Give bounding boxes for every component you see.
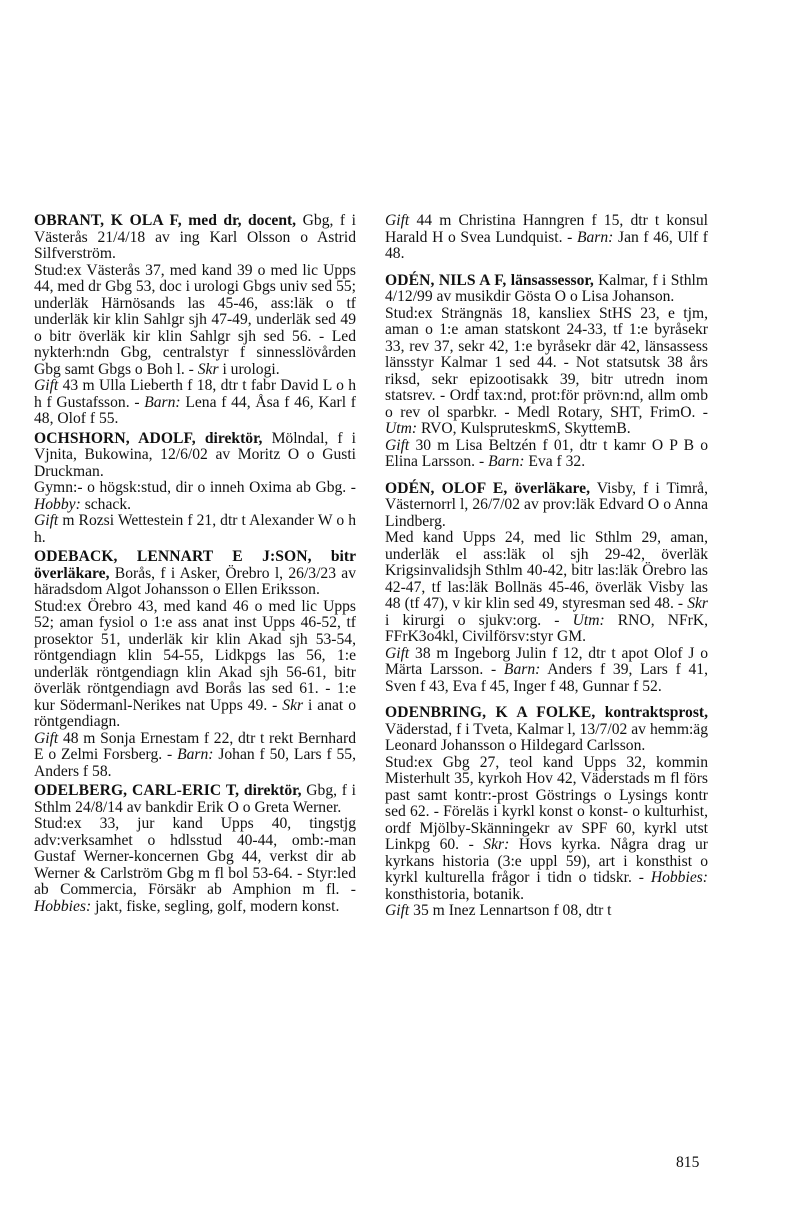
entry-barn: Anders f 39, Lars f 41, Sven f 43, Eva f 45, Inger f 48, Gunnar f 52.	[385, 661, 709, 695]
entry-skr: i urologi.	[222, 360, 280, 378]
entry-ochshorn	[34, 431, 356, 547]
entry-odeback	[34, 549, 356, 780]
entry-barn: Jan f 46, Ulf f 48.	[385, 228, 708, 262]
entry-title: länsassessor,	[510, 271, 594, 289]
barn-label: Barn:	[503, 661, 541, 678]
entry-gift: 35 m Inez Lennartson f 08, dtr t	[413, 902, 612, 919]
entry-name: ODELBERG, CARL-ERIC T,	[34, 782, 240, 799]
entry-skr: i anat o röntgendiagn.	[34, 696, 356, 730]
entry-title: överläkare,	[514, 479, 590, 497]
entry-barn: Lena f 44, Åsa f 46, Karl f 48, Olof f 55.	[34, 393, 356, 427]
entry-utm: RVO, KulspruteskmS, SkyttemB.	[420, 420, 631, 437]
entry-odenbring	[385, 705, 708, 920]
entry-oden-olof	[385, 481, 708, 696]
skr-label: Skr	[687, 595, 708, 612]
skr-label: Skr	[197, 360, 219, 378]
entry-gift: 30 m Lisa Beltzén f 01, dtr t kamr O P B o Elina Larsson. -	[385, 436, 708, 470]
barn-label: Barn:	[144, 393, 181, 411]
entry-oden-nils	[385, 273, 708, 471]
gift-label: Gift	[34, 512, 59, 529]
gift-label: Gift	[385, 436, 410, 454]
entry-skr: Hovs kyrka. Några drag ur kyrkans historia (3:e uppl 59), art i konsthist o kyrkl kulturella frågor i tidn o tidskr. -	[385, 836, 709, 886]
entry-obrant	[34, 213, 356, 428]
gift-label: Gift	[385, 902, 410, 919]
page-number: 815	[676, 1154, 700, 1171]
skr-label: Skr	[282, 696, 304, 714]
entry-odelberg	[34, 783, 356, 915]
entry-odelberg-continued	[385, 213, 708, 263]
entry-career: Stud:ex Gbg 27, teol kand Upps 32, kommin Misterhult 35, kyrkoh Hov 42, Väderstads m fl förs past samt kontr:-prost Göstrings o Lysings kontr sed 62. - Föreläs i kyrkl konst o konst- o kulturhist, ordf Mjölby-Skänningekr av SPF 60, kyrkl utst Linkpg 60. -	[385, 753, 708, 853]
barn-label: Barn:	[177, 746, 214, 763]
entry-hobby: jakt, fiske, segling, golf, modern konst.	[95, 897, 340, 915]
entry-career: Med kand Upps 24, med lic Sthlm 29, aman, underläk el ass:läk ol sjh 29-42, överläk Krigsinvalidsjh Sthlm 40-42, bitr las:läk Örebro las 42-47, tf las:läk Bollnäs 45-46, överläk Visby las 48 (tf 47), v kir klin sed 49, styresman sed 48. -	[385, 529, 708, 612]
hobby-label: Hobbies:	[34, 897, 92, 915]
entry-gift: m Rozsi Wettestein f 21, dtr t Alexander W o h h.	[34, 512, 356, 546]
entry-header: Gbg, f i Sthlm 24/8/14 av bankdir Erik O o Greta Werner.	[34, 782, 356, 816]
entry-barn: Johan f 50, Lars f 55, Anders f 58.	[34, 746, 357, 780]
entry-barn: Eva f 32.	[528, 453, 586, 470]
entry-header: Gbg, f i Västerås 21/4/18 av ing Karl Olsson o Astrid Silfverström.	[34, 212, 356, 262]
entry-gift: 38 m Ingeborg Julin f 12, dtr t apot Olof J o Märta Larsson. -	[385, 644, 708, 678]
entry-skr: i kirurgi o sjukv:org. -	[385, 611, 560, 629]
entry-name: ODEBACK, LENNART E J:SON,	[34, 548, 312, 565]
entry-utm: RNO, NFrK, FFrK3o4kl, Civilförsv:styr GM.	[385, 611, 709, 645]
entry-header: Väderstad, f i Tveta, Kalmar l, 13/7/02 av hemm:äg Leonard Johansson o Hildegard Carlsson.	[385, 720, 708, 754]
entry-career: Gymn:- o högsk:stud, dir o inneh Oxima ab Gbg. -	[34, 479, 356, 496]
utm-label: Utm:	[385, 420, 418, 437]
barn-label: Barn:	[576, 228, 614, 246]
gift-label: Gift	[34, 377, 59, 394]
hobby-label: Hobby:	[34, 495, 81, 513]
hobby-label: Hobbies:	[650, 869, 708, 886]
entry-title: bitr överläkare,	[34, 548, 356, 582]
entry-name: OCHSHORN, ADOLF,	[34, 429, 196, 447]
entry-gift: 48 m Sonja Ernestam f 22, dtr t rekt Bernhard E o Zelmi Forsberg. -	[34, 729, 356, 763]
entry-name: ODENBRING, K A FOLKE,	[385, 704, 596, 721]
entry-header: Visby, f i Timrå, Västernorrl l, 26/7/02 av prov:läk Edvard O o Anna Lindberg.	[385, 479, 708, 530]
right-column	[385, 213, 708, 920]
left-column	[34, 213, 356, 915]
entry-name: ODÉN, OLOF E,	[385, 479, 508, 497]
gift-label: Gift	[385, 212, 410, 229]
entry-header: Mölndal, f i Vjnita, Bukowina, 12/6/02 av Moritz O o Gusti Druckman.	[34, 429, 356, 480]
skr-label: Skr:	[483, 836, 510, 853]
gift-label: Gift	[385, 644, 410, 662]
entry-career: Stud:ex Strängnäs 18, kansliex StHS 23, e tjm, aman o 1:e aman statskont 24-33, tf 1:e byråsekr 33, rev 37, sekr 42, 1:e byråsekr där 42, länsassess länsstyr Kalmar 1 sed 44. - Not statsutsk 38 års riksd, sekr epizootisakk 39, bitr utredn inom statsrev. - Ordf tax:nd, prot:för prövn:nd, allm omb o rev ol sparbkr. - Medl Rotary, SHT, FrimO. -	[385, 304, 708, 421]
entry-hobby: konsthistoria, botanik.	[385, 885, 525, 903]
entry-header: Borås, f i Asker, Örebro l, 26/3/23 av häradsdom Algot Johansson o Ellen Eriksson.	[34, 564, 356, 598]
entry-name: OBRANT, K OLA F,	[34, 212, 182, 229]
entry-career: Stud:ex 33, jur kand Upps 40, tingstjg adv:verksamhet o hdlsstud 40-44, omb:-man Gustaf Werner-koncernen Gbg 44, verkst dir ab Werner & Carlström Gbg m fl bol 53-64. - Styr:led ab Commercia, Försäkr ab Amphion m fl. -	[34, 815, 356, 898]
entry-title: direktör,	[204, 429, 263, 447]
entry-gift: 43 m Ulla Lieberth f 18, dtr t fabr David L o h h f Gustafsson. -	[34, 377, 356, 411]
entry-name: ODÉN, NILS A F,	[385, 271, 507, 289]
entry-title: kontraktsprost,	[604, 704, 708, 721]
entry-header: Kalmar, f i Sthlm 4/12/99 av musikdir Gösta O o Lisa Johanson.	[385, 271, 708, 305]
entry-gift: 44 m Christina Hanngren f 15, dtr t konsul Harald H o Svea Lundquist. -	[385, 212, 709, 246]
gift-label: Gift	[34, 729, 59, 747]
entry-career: Stud:ex Örebro 43, med kand 46 o med lic Upps 52; aman fysiol o 1:e ass anat inst Upps 46-52, tf prosektor 51, underläk kir klin Akad sjh 53-54, röntgendiagn klin 54-55, Lidkpgs las 56, 1:e underläk röntgendiagn klin Akad sjh 56-61, bitr överläk röntgendiagn avd Borås las sed 61. - 1:e kur Södermanl-Nerikes nat Upps 49. -	[34, 597, 356, 714]
barn-label: Barn:	[488, 453, 525, 470]
entry-title: direktör,	[243, 782, 302, 799]
utm-label: Utm:	[572, 611, 605, 629]
entry-career: Stud:ex Västerås 37, med kand 39 o med lic Upps 44, med dr Gbg 53, doc i urologi Gbgs univ sed 55; underläk Härnösands las 45-46, ass:läk o tf underläk kir klin Sahlgr sjh 47-49, underläk sed 49 o bitr överläk kir klin Sahlgr sjh sed 56. - Led nykterh:ndn Gbg, centralstyr f sinnesslövården Gbg samt Gbgs o Boh l. -	[34, 261, 356, 378]
entry-hobby: schack.	[84, 495, 132, 513]
entry-title: med dr, docent,	[188, 212, 297, 229]
